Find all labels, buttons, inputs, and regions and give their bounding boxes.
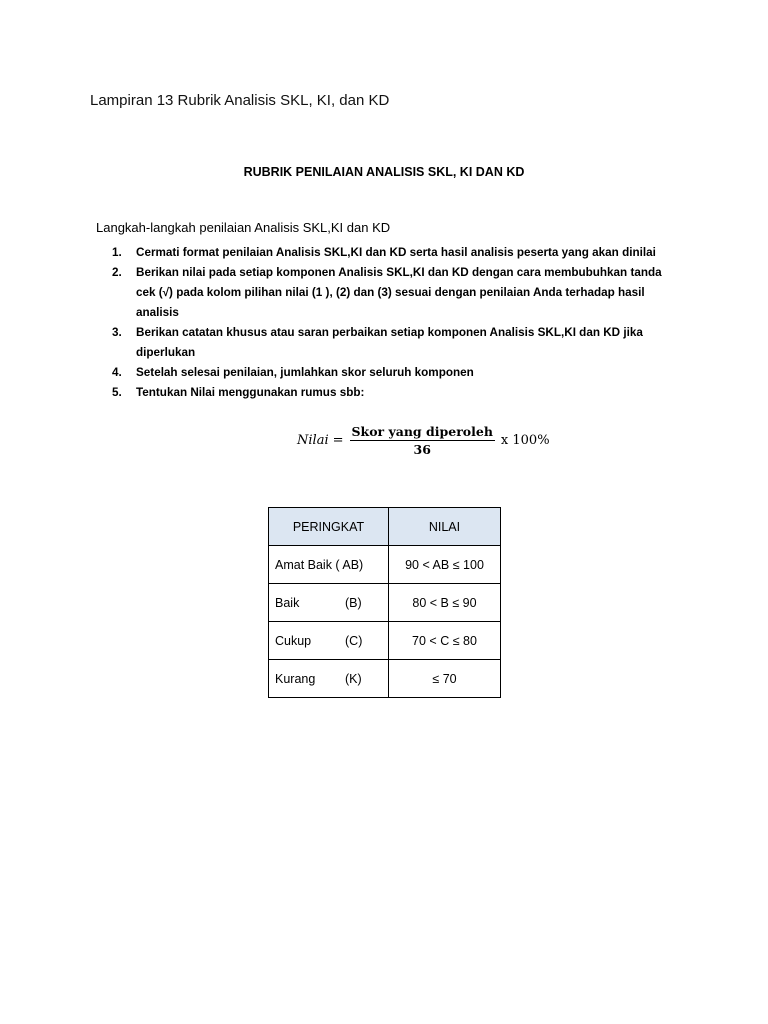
score-formula — [297, 420, 550, 460]
header-peringkat: PERINGKAT — [269, 508, 389, 546]
step-text: Tentukan Nilai menggunakan rumus sbb: — [136, 386, 365, 399]
formula-equals: = — [332, 432, 344, 448]
header-nilai: NILAI — [389, 508, 501, 546]
formula-fraction — [350, 424, 495, 457]
rank-name: Kurang — [275, 671, 316, 686]
rank-code: (B) — [345, 595, 362, 610]
formula-denominator: 36 — [413, 441, 431, 457]
rank-name: Cukup — [275, 633, 312, 648]
value-cell: ≤ 70 — [389, 660, 501, 698]
formula-numerator: Skor yang diperoleh — [351, 423, 493, 439]
steps-heading: Langkah-langkah penilaian Analisis SKL,KI dan KD — [96, 220, 391, 235]
rank-code: (C) — [345, 633, 363, 648]
value-cell: 80 < B ≤ 90 — [389, 584, 501, 622]
list-item — [112, 323, 672, 363]
formula-multiplier: x 100% — [500, 432, 550, 448]
page-header: Lampiran 13 Rubrik Analisis SKL, KI, dan KD — [90, 92, 390, 109]
table-row — [269, 622, 501, 660]
table-row — [269, 546, 501, 584]
step-number: 3. — [112, 326, 122, 339]
rank-name: Baik — [275, 595, 300, 610]
formula-variable: Nilai — [297, 432, 329, 448]
rank-cell — [269, 584, 389, 622]
value-cell: 70 < C ≤ 80 — [389, 622, 501, 660]
list-item — [112, 383, 672, 403]
table-header-row — [269, 508, 501, 546]
rank-code: (K) — [345, 671, 362, 686]
list-item — [112, 263, 672, 323]
step-text: Setelah selesai penilaian, jumlahkan skor seluruh komponen — [136, 366, 474, 379]
value-cell: 90 < AB ≤ 100 — [389, 546, 501, 584]
list-item — [112, 243, 672, 263]
list-item — [112, 363, 672, 383]
table-row — [269, 660, 501, 698]
step-number: 1. — [112, 246, 122, 259]
rank-cell — [269, 660, 389, 698]
rank-cell — [269, 622, 389, 660]
document-title: RUBRIK PENILAIAN ANALISIS SKL, KI DAN KD — [243, 165, 525, 179]
steps-list — [112, 243, 672, 403]
step-text: Berikan catatan khusus atau saran perbaikan setiap komponen Analisis SKL,KI dan KD jika diperlukan — [136, 326, 643, 359]
step-text: Cermati format penilaian Analisis SKL,KI dan KD serta hasil analisis peserta yang akan dinilai — [136, 246, 656, 259]
step-number: 2. — [112, 266, 122, 279]
rank-cell — [269, 546, 389, 584]
step-number: 4. — [112, 366, 122, 379]
rank-name: Amat Baik ( AB) — [275, 557, 364, 572]
table-row — [269, 584, 501, 622]
rating-table — [268, 507, 501, 698]
step-text: Berikan nilai pada setiap komponen Analisis SKL,KI dan KD dengan cara membubuhkan tanda cek (√) pada kolom pilihan nilai (1 ), (2) dan (3) sesuai dengan penilaian Anda terhadap hasil analisis — [136, 266, 662, 319]
step-number: 5. — [112, 386, 122, 399]
